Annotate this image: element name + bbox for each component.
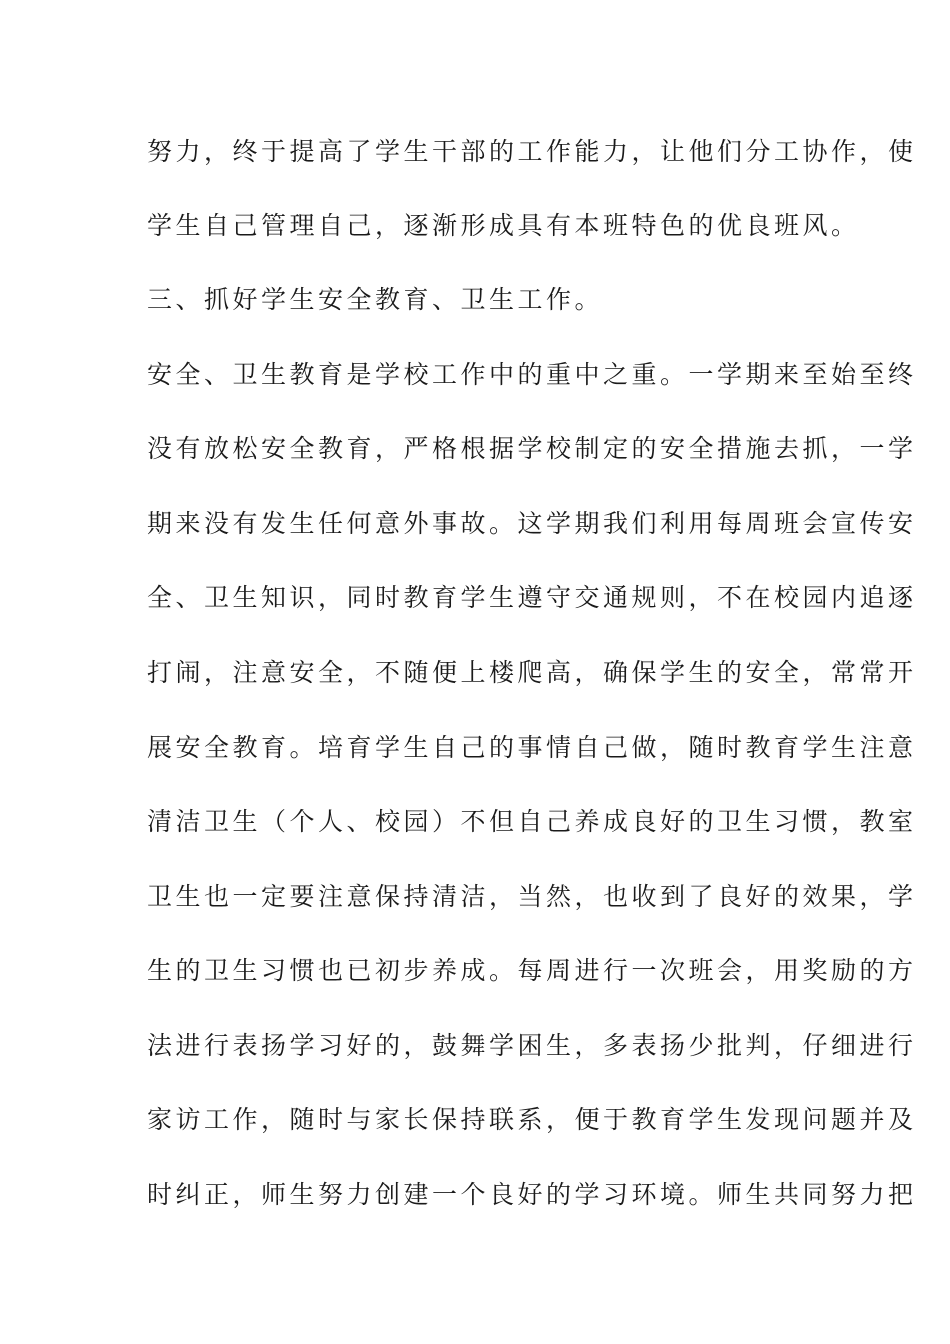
text-line: 安全、卫生教育是学校工作中的重中之重。一学期来至始至终 (147, 360, 917, 389)
text-line: 努力，终于提高了学生干部的工作能力，让他们分工协作，使 (147, 137, 917, 166)
text-line: 生的卫生习惯也已初步养成。每周进行一次班会，用奖励的方 (147, 956, 917, 985)
text-line: 学生自己管理自己，逐渐形成具有本班特色的优良班风。 (147, 211, 860, 240)
text-line: 期来没有发生任何意外事故。这学期我们利用每周班会宣传安 (147, 509, 917, 538)
section-heading: 三、抓好学生安全教育、卫生工作。 (147, 285, 604, 314)
text-line: 家访工作，随时与家长保持联系，便于教育学生发现问题并及 (147, 1105, 917, 1134)
text-line: 清洁卫生（个人、校园）不但自己养成良好的卫生习惯，教室 (147, 807, 917, 836)
text-line: 法进行表扬学习好的，鼓舞学困生，多表扬少批判，仔细进行 (147, 1031, 917, 1060)
text-line: 卫生也一定要注意保持清洁，当然，也收到了良好的效果，学 (147, 882, 917, 911)
text-line: 时纠正，师生努力创建一个良好的学习环境。师生共同努力把 (147, 1180, 917, 1209)
text-line: 展安全教育。培育学生自己的事情自己做，随时教育学生注意 (147, 733, 917, 762)
text-line: 全、卫生知识，同时教育学生遵守交通规则，不在校园内追逐 (147, 583, 917, 612)
text-line: 没有放松安全教育，严格根据学校制定的安全措施去抓，一学 (147, 434, 917, 463)
text-line: 打闹，注意安全，不随便上楼爬高，确保学生的安全，常常开 (147, 658, 917, 687)
